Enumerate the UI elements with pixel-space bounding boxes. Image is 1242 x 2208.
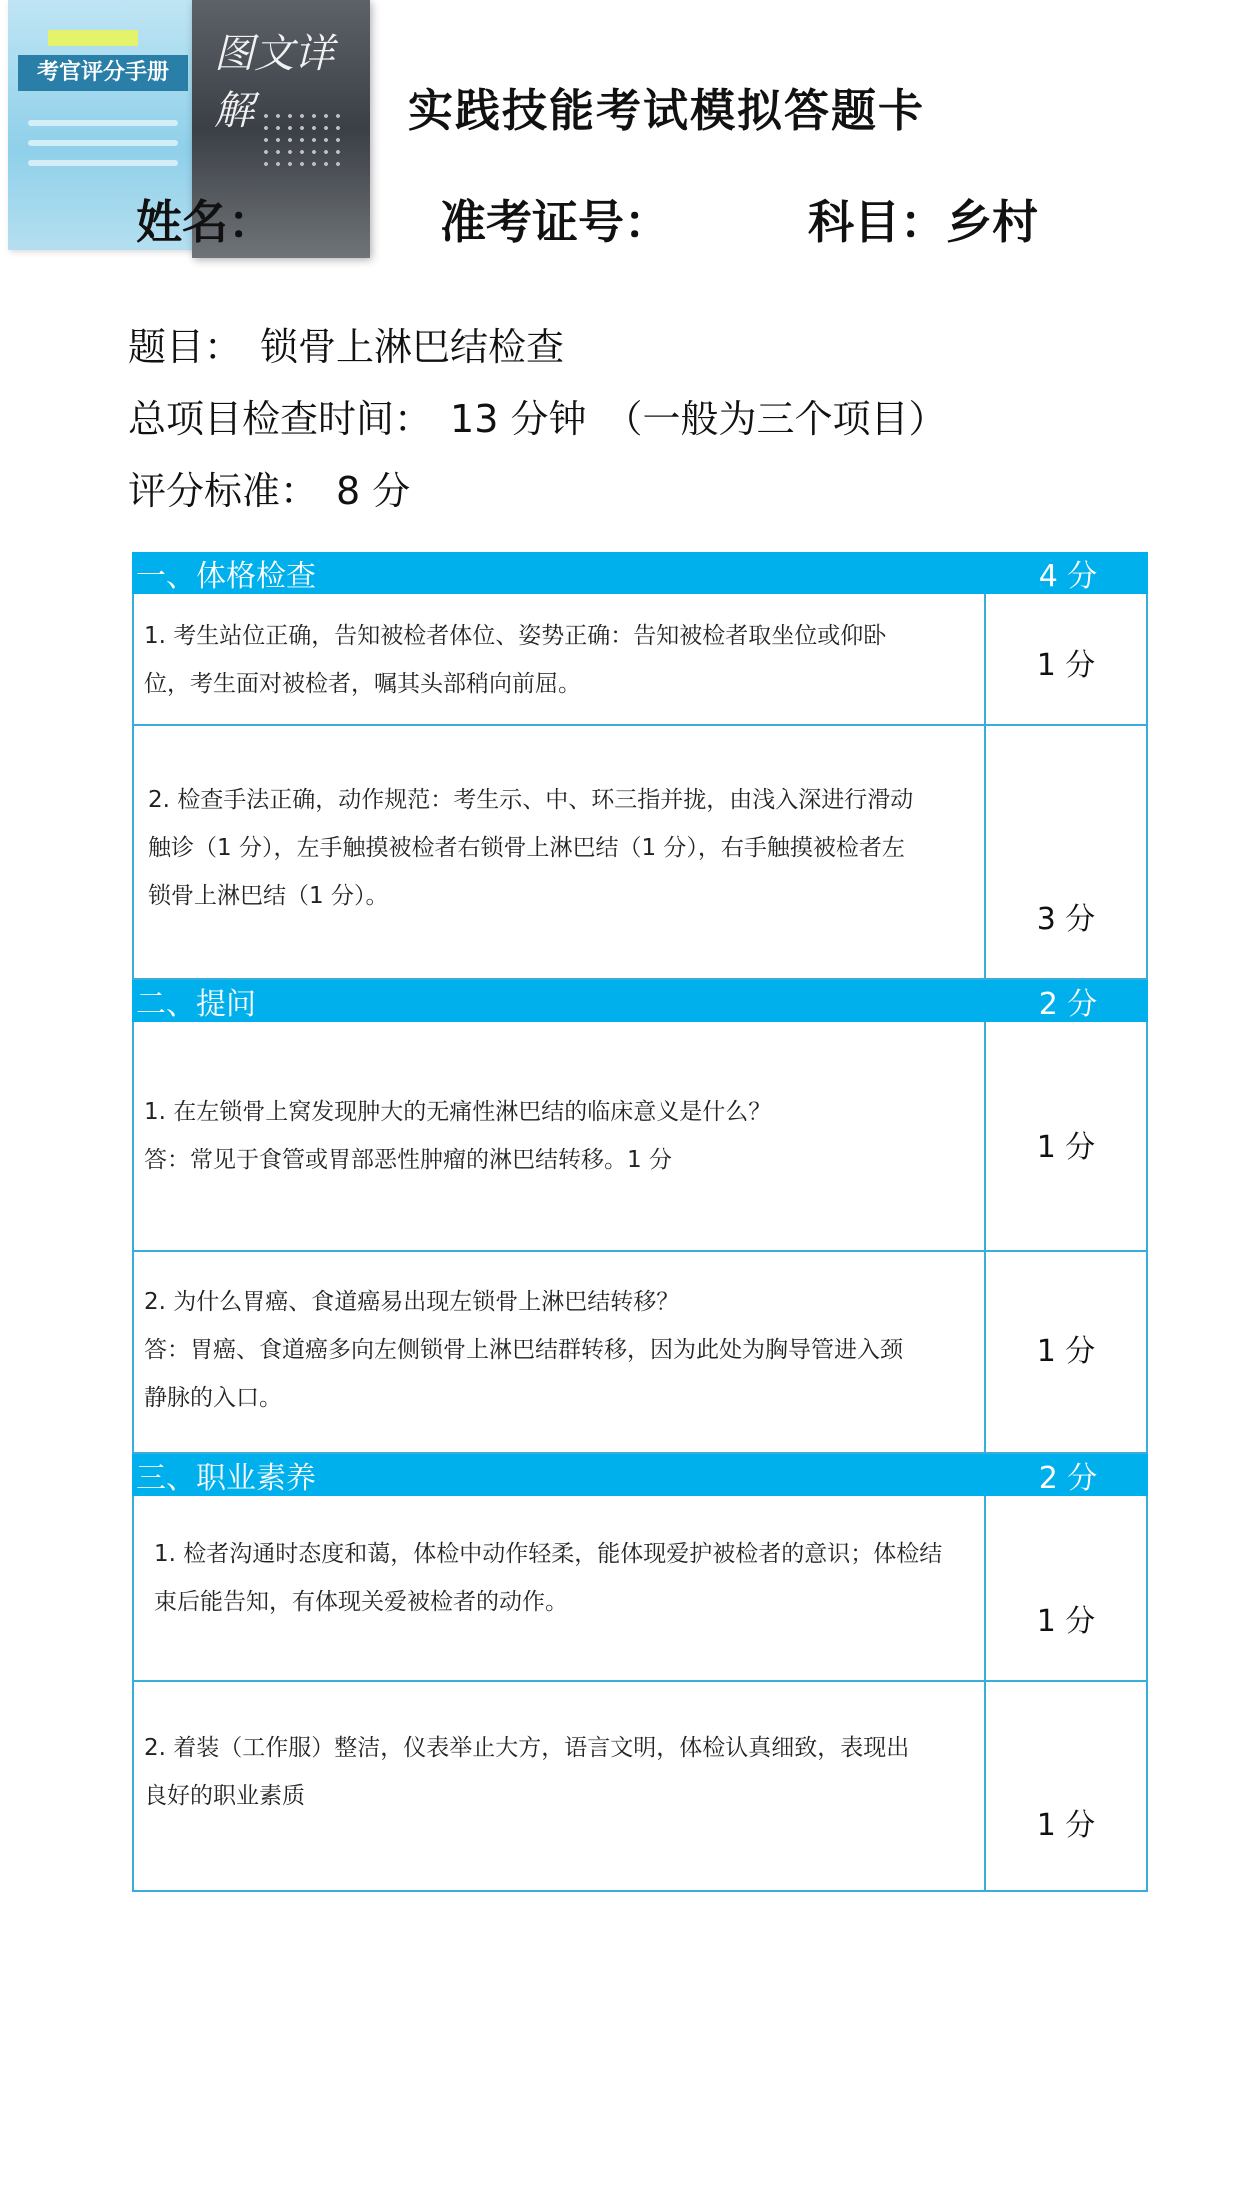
row-text-line: 锁骨上淋巴结（1 分）。 (148, 883, 389, 909)
time-value: 13 分钟 (450, 397, 587, 441)
row-text-line: 位，考生面对被检者，嘱其头部稍向前屈。 (144, 671, 581, 697)
time-label: 总项目检查时间： (128, 397, 433, 441)
row-score: 1 分 (1036, 648, 1096, 683)
table-row (132, 1252, 1148, 1454)
row-text-line: 1. 检者沟通时态度和蔼，体检中动作轻柔，能体现爱护被检者的意识；体检结 (154, 1541, 943, 1567)
section-score: 2 分 (1038, 987, 1098, 1022)
row-text-line: 1. 考生站位正确，告知被检者体位、姿势正确：告知被检者取坐位或仰卧 (144, 623, 887, 649)
row-text-line: 2. 为什么胃癌、食道癌易出现左锁骨上淋巴结转移？ (144, 1289, 680, 1315)
row-text-line: 束后能告知，有体现关爱被检者的动作。 (154, 1589, 568, 1615)
ticket-number-label: 准考证号： (440, 195, 670, 249)
table-row (132, 726, 1148, 980)
row-text-line: 触诊（1 分），左手触摸被检者右锁骨上淋巴结（1 分），右手触摸被检者左 (148, 835, 905, 861)
row-text-line: 2. 检查手法正确，动作规范：考生示、中、环三指并拢，由浅入深进行滑动 (148, 787, 914, 813)
score-standard-label: 评分标准： (128, 469, 319, 513)
row-text-line: 答：胃癌、食道癌多向左侧锁骨上淋巴结群转移，因为此处为胸导管进入颈 (144, 1337, 903, 1363)
row-text-line: 良好的职业素质 (144, 1783, 305, 1809)
row-text-line: 1. 在左锁骨上窝发现肿大的无痛性淋巴结的临床意义是什么？ (144, 1099, 772, 1125)
row-content (134, 1252, 986, 1452)
table-row (132, 1022, 1148, 1252)
topic-line (128, 316, 582, 371)
subject-label: 科目：乡村 (808, 195, 1038, 249)
table-row (132, 1682, 1148, 1892)
time-line (128, 388, 964, 443)
row-content (134, 1682, 986, 1890)
section-header-physical-exam (132, 552, 1148, 594)
row-text-line: 答：常见于食管或胃部恶性肿瘤的淋巴结转移。1 分 (144, 1147, 672, 1173)
book2-title: 图文详解 (214, 31, 334, 134)
topic-value: 锁骨上淋巴结检查 (260, 325, 565, 369)
book-line-decor (28, 120, 178, 126)
row-score: 1 分 (1036, 1334, 1096, 1369)
section-header-professionalism (132, 1454, 1148, 1496)
topic-label: 题目： (128, 325, 243, 369)
section-label: 一、体格检查 (136, 559, 316, 594)
name-label: 姓名： (136, 195, 274, 249)
scoring-table (132, 552, 1148, 1892)
section-header-questions (132, 980, 1148, 1022)
row-score: 1 分 (1036, 1808, 1096, 1843)
section-label: 三、职业素养 (136, 1461, 316, 1496)
row-text-line: 2. 着装（工作服）整洁，仪表举止大方，语言文明，体检认真细致，表现出 (144, 1735, 910, 1761)
row-score: 3 分 (1036, 902, 1096, 937)
row-content (134, 594, 986, 724)
row-content (134, 1496, 986, 1680)
section-label: 二、提问 (136, 987, 256, 1022)
book-line-decor (28, 140, 178, 146)
row-content (134, 726, 986, 978)
row-text-line: 静脉的入口。 (144, 1385, 282, 1411)
row-score: 1 分 (1036, 1604, 1096, 1639)
book-grid-decor (260, 110, 340, 170)
table-row (132, 1496, 1148, 1682)
book-tag-decor (48, 30, 138, 46)
book1-title: 考官评分手册 (18, 55, 188, 91)
score-standard-line (128, 460, 428, 515)
time-note: （一般为三个项目） (604, 397, 947, 441)
section-score: 4 分 (1038, 559, 1098, 594)
book-line-decor (28, 160, 178, 166)
page-title: 实践技能考试模拟答题卡 (408, 84, 926, 137)
row-content (134, 1022, 986, 1250)
score-standard-value: 8 分 (336, 469, 411, 513)
table-row (132, 594, 1148, 726)
row-score: 1 分 (1036, 1130, 1096, 1165)
section-score: 2 分 (1038, 1461, 1098, 1496)
